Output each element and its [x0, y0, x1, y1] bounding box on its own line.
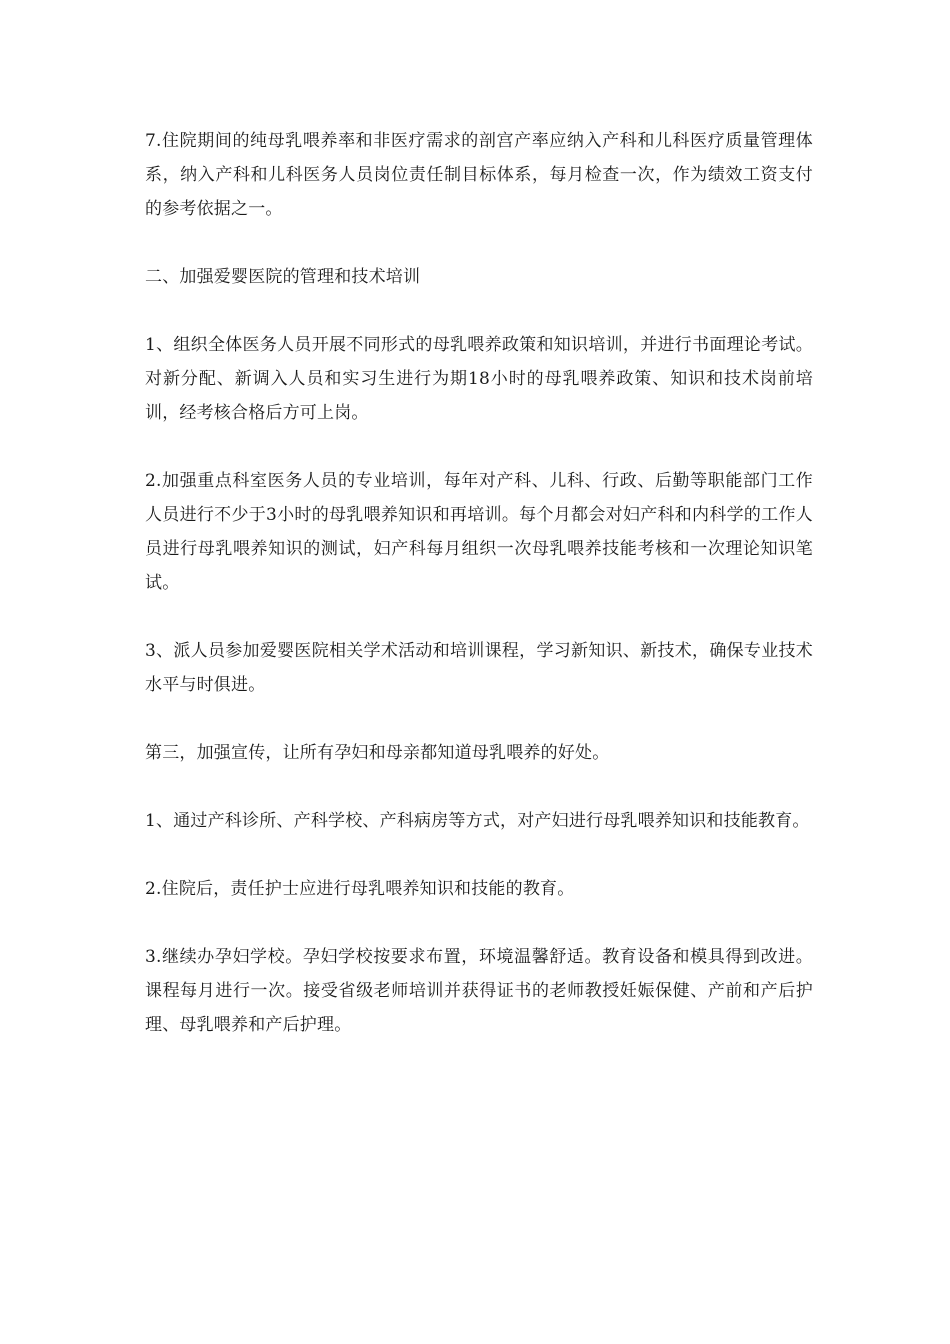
document-body	[145, 124, 813, 1076]
paragraph-item-3-pregnancy-school: 3.继续办孕妇学校。孕妇学校按要求布置，环境温馨舒适。教育设备和模具得到改进。课程每月进行一次。接受省级老师培训并获得证书的老师教授妊娠保健、产前和产后护理、母乳喂养和产后护理。	[145, 947, 813, 1035]
paragraph-item-3-academic-activities: 3、派人员参加爱婴医院相关学术活动和培训课程，学习新知识、新技术，确保专业技术水平与时俱进。	[145, 641, 813, 695]
paragraph-item-7-inpatient-breastfeeding-rate: 7.住院期间的纯母乳喂养率和非医疗需求的剖宫产率应纳入产科和儿科医疗质量管理体系，纳入产科和儿科医务人员岗位责任制目标体系，每月检查一次，作为绩效工资支付的参考依据之一。	[145, 131, 813, 219]
paragraph-item-1-obstetric-education: 1、通过产科诊所、产科学校、产科病房等方式，对产妇进行母乳喂养知识和技能教育。	[145, 811, 810, 831]
paragraph-item-1-staff-training: 1、组织全体医务人员开展不同形式的母乳喂养政策和知识培训，并进行书面理论考试。对新分配、新调入人员和实习生进行为期18小时的母乳喂养政策、知识和技术岗前培训，经考核合格后方可上岗。	[145, 335, 813, 423]
paragraph-item-2-nurse-education: 2.住院后，责任护士应进行母乳喂养知识和技能的教育。	[145, 879, 575, 899]
paragraph-item-2-key-department-training: 2.加强重点科室医务人员的专业培训，每年对产科、儿科、行政、后勤等职能部门工作人员进行不少于3小时的母乳喂养知识和再培训。每个月都会对妇产科和内科学的工作人员进行母乳喂养知识的测试，妇产科每月组织一次母乳喂养技能考核和一次理论知识笔试。	[145, 471, 813, 593]
section-heading-publicity: 第三，加强宣传，让所有孕妇和母亲都知道母乳喂养的好处。	[145, 743, 610, 763]
section-heading-management-training: 二、加强爱婴医院的管理和技术培训	[145, 267, 421, 287]
